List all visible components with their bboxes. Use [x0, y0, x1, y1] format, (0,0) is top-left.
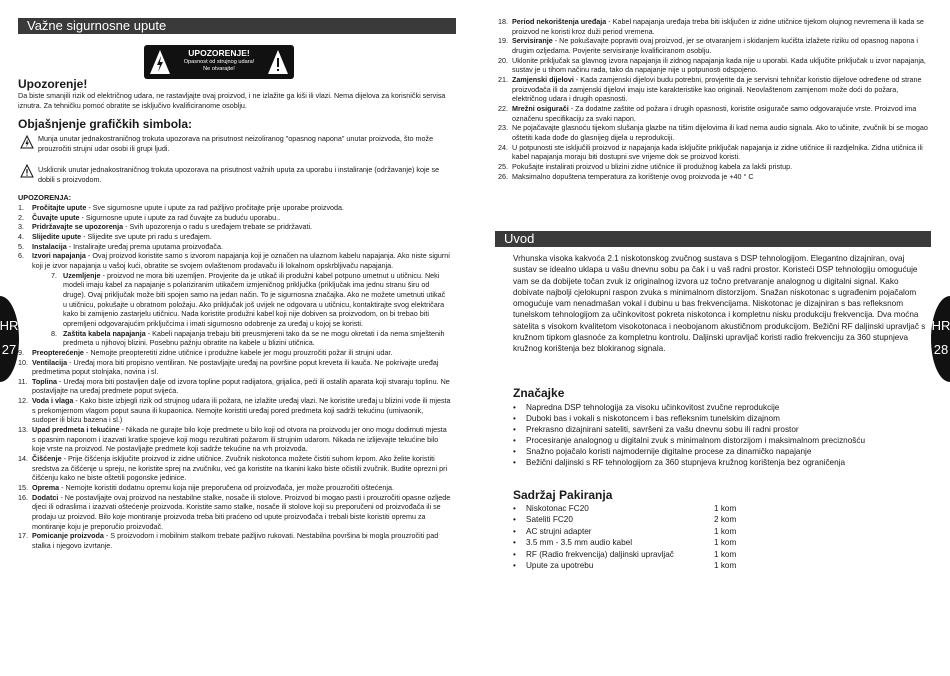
list-item-number: 22.	[498, 103, 508, 113]
list-item-number: 24.	[498, 142, 508, 152]
list-item-number: 11.	[18, 376, 28, 386]
list-item-number: 21.	[498, 74, 508, 84]
bullet: •	[513, 515, 516, 525]
list-item-title: Preopterećenje	[32, 347, 84, 357]
list-item-number: 5.	[18, 241, 24, 251]
list-item	[498, 75, 928, 104]
list-item-text: - Nemojte preopteretiti zidne utičnice i produžne kabele jer mogu prouzročiti požar ili strujni udar.	[83, 347, 393, 357]
list-item	[18, 425, 451, 454]
list-item	[498, 104, 928, 123]
list-item-text: - Uređaj mora biti postavljen dalje od izvora topline poput radijatora, grijalica, peći ili ostalih aparata koji stvaraju toplinu. Ne postavljajte na uređaj predmete poput svijeća.	[32, 376, 450, 396]
list-item-text: - Slijedite sve upute pri radu s uređajem.	[81, 231, 212, 241]
bullet: •	[513, 526, 516, 536]
list-item-number: 19.	[498, 36, 508, 46]
package-qty: 1 kom	[714, 538, 737, 548]
list-item-text: Maksimalno dopuštena temperatura za korištenje ovog proizvoda je +40 ° C	[512, 171, 754, 181]
list-item	[498, 172, 928, 182]
exclamation-triangle-icon	[20, 164, 34, 178]
list-item-text: - Instalirajte uređaj prema uputama proizvođača.	[66, 241, 223, 251]
list-item	[18, 271, 451, 329]
list-item	[18, 377, 451, 396]
feature-item: • Procesiranje analognog u digitalni zvuk s minimalnom distorzijom i maksimalnom preciznošću	[513, 435, 933, 446]
list-item-number: 14.	[18, 454, 28, 464]
left-safety-list	[18, 203, 451, 551]
package-item: AC strujni adapter	[526, 526, 592, 536]
list-item-text: - Nikada ne gurajte bilo koje predmete u bilo koji od otvora na proizvodu jer ono mogu dodirnuti mjesta s opasnim naponom i izazvati kratke spojeve koji mogu rezultirati požarom ili strujnim udarom. Nikada ne izlijevajte tekućine bilo koje vrste na proizvod. Ne postavljajte predmete koji sadrže tekućine na vrh proizvoda.	[32, 425, 447, 454]
package-qty: 1 kom	[714, 549, 737, 559]
package-qty: 2 kom	[714, 515, 737, 525]
package-row	[513, 537, 736, 548]
feature-item: • Bežični daljinski s RF tehnologijom za 360 stupnjeva kružnog korištenja bez ograničenja	[513, 457, 933, 468]
warning-label	[144, 45, 294, 79]
list-item	[18, 251, 451, 270]
list-item-title: Čišćenje	[32, 454, 62, 464]
symbols-title: Objašnjenje grafičkih simbola:	[18, 117, 193, 131]
list-item-number: 7.	[51, 270, 57, 280]
list-item-number: 9.	[18, 347, 24, 357]
feature-item: • Snažno pojačalo koristi najmodernije digitalne procese za dinamičko napajanje	[513, 446, 933, 457]
list-item	[18, 329, 451, 348]
left-section-header: Važne sigurnosne upute	[18, 18, 456, 34]
left-page-tab	[0, 296, 19, 382]
list-item-title: Izvori napajanja	[32, 251, 86, 261]
list-item-text: Ne pojačavajte glasnoću tijekom slušanja glazbe na tišim dijelovima ili kad nema audio signala. Ako to učinite, zvučnik bi se mogao oštetiti kada dođe do glasnijeg dijela u reprodukciji.	[512, 123, 928, 142]
list-item-text: - Nemojte koristiti dodatnu opremu koja nije preporučena od proizvođača, jer može prouzročiti oštećenja.	[59, 483, 394, 493]
features-list	[513, 402, 933, 468]
list-item-number: 15.	[18, 483, 28, 493]
list-item-text: - S proizvodom i mobilnim stalkom trebate pažljivo rukovati. Nestabilna površina bi mogla prouzročiti pad stalka i njegovo izvrtanje.	[32, 531, 439, 550]
list-item	[18, 483, 451, 493]
warning-title: UPOZORENJE!	[188, 48, 250, 58]
warnings-title: UPOZORENJA:	[18, 193, 72, 202]
list-item-text: - proizvod ne mora biti uzemljen. Provjerite da je utikač ili produžni kabel potpuno umetnut u utičnicu. Neki modeli imaju kabel za napajanje s polariziranim utikačem izmjeničnog priključka (priključak ima jednu stranu širu od druge). Ovaj priključak može biti spojen samo na jedan način. To je sigurnosna značajka. Ako ne možete umetnuti utikač u utičnicu, pokušajte u obratnom položaju. Ako priključak još uvijek ne odgovara u utičnicu, kontaktirajte svog električara kako bi zamijenio zastarjelu utičnicu. Nada koristite produžni kabel koji nije dobiven sa proizvodom, on bi trebao biti opremljeni odgovarajućim priključcima i imati sigurnosno odobrenje za uređaj u kojoj se koristi.	[63, 270, 446, 328]
list-item	[498, 36, 928, 55]
list-item-text: Uklonite priključak sa glavnog izvora napajanja ili zidnog napajanja kada nije u uporabi. Kada uključite priključak u izvor napajanja, sustav je u tihom načinu rada, tako da napajanje nije u potpunosti odspojeno.	[512, 55, 926, 75]
list-item-number: 8.	[51, 328, 57, 338]
package-qty: 1 kom	[714, 526, 737, 536]
list-item-text: - Prije čišćenja isključite proizvod iz zidne utičnice. Zvučnik niskotonca možete čistiti suhom krpom. Ako želite koristiti sredstva za čišćenje u spreju, ne koristite sprej na zvučniku, već ga koristite na tkanini kako biste očistili zvučnik. Budite oprezni pri čišćenju kako ne biste oštetili pogonske jedinice.	[32, 454, 448, 483]
list-item-text: - Kako biste izbjegli rizik od strujnog udara ili požara, ne izlažite uređaj vlazi. Ne koristite uređaj u blizini vode ili mjesta s prekomjernom vlagom poput sauna ili kupaonica. Nemojte koristiti uređaj pored predmeta koji sadrži tekućinu (umivaonik, sudoper ili blizu bazena i sl.)	[32, 396, 451, 425]
list-item-title: Pročitajte upute	[32, 203, 87, 212]
package-qty: 1 kom	[714, 504, 737, 513]
package-row	[513, 560, 736, 571]
list-item-number: 23.	[498, 123, 508, 133]
list-item	[18, 531, 451, 550]
list-item-text: - Kabeli napajanja trebaju biti preusmjereni tako da se ne mogu okretati i da nema smještenih predmeta u njihovoj blizini. Posebnu pažnju obratite na kabele u blizini utičnica.	[63, 328, 445, 348]
right-page-number: 28	[933, 342, 949, 357]
bullet: •	[513, 561, 516, 571]
list-item-title: Dodatci	[32, 492, 59, 502]
package-item: Upute za upotrebu	[526, 561, 594, 571]
list-item-title: Upad predmeta i tekućine	[32, 425, 120, 435]
list-item-number: 4.	[18, 231, 24, 241]
list-item-title: Ventilacija	[32, 357, 68, 367]
symbol1-text: Munja unutar jednakostraničnog trokuta upozorava na prisutnost neizoliranog "opasnog napona" unutar proizvoda, što može prouzročiti strujni udar osobi ili grupi ljudi.	[38, 134, 434, 153]
list-item	[18, 493, 451, 532]
caution-title: Upozorenje!	[18, 77, 88, 91]
package-row	[513, 503, 736, 514]
list-item-number: 25.	[498, 161, 508, 171]
warning-line2: Ne otvarajte!	[203, 66, 235, 72]
package-item: Niskotonac FC20	[526, 504, 589, 513]
list-item-text: - Uređaj mora biti propisno ventiliran. Ne postavljajte uređaj na površine poput kreveta ili kauča. Ne pokrivajte uređaj predmetima poput stolnjaka, novina i sl.	[32, 357, 439, 377]
package-title: Sadržaj Pakiranja	[513, 488, 613, 502]
package-row	[513, 549, 736, 560]
list-item-text: Pokušajte instalirati proizvod u blizini zidne utičnice ili produžnog kabela za lakši pristup.	[512, 161, 793, 171]
list-item	[18, 203, 451, 213]
features-title: Značajke	[513, 386, 565, 400]
package-item: 3.5 mm - 3.5 mm audio kabel	[526, 538, 633, 548]
list-item-title: Period nekorištenja uređaja	[512, 17, 607, 26]
list-item-number: 10.	[18, 357, 28, 367]
list-item-number: 3.	[18, 222, 24, 232]
feature-item: • Duboki bas i vokali s niskotoncem i bas refleksnim tunelskim dizajnom	[513, 413, 933, 424]
right-lang: HR	[931, 318, 950, 333]
uvod-header: Uvod	[495, 231, 931, 247]
uvod-text: Vrhunska visoka kakvoća 2.1 niskotonskog zvučnog sustava s DSP tehnologijom. Elegantno dizajniran, ovaj sustav se idealno uklapa u vašu dnevnu sobu pa čak i u vaš radni prostor. Koristeći DSP tehnologiju omogućuje vam se da dobijete točan zvuk iz originalnog izvora uz točno pretvaranje analognog u digitalni signal. Kako dobivate najbolji cjelokupni raspon zvuka s minimalnom distorzijom. Snažan niskotonac s ugrađenim pojačalom omogućuje vam nenadmašan vokal i dubinu u bas frekvencijama. Niskotonac je dizajniran s bas refleksnom tunelskom tehnologijom za učinkovitost pokreta niskotonca i kompletnu nisku produkciju frekvencija. Dva moćna satelita s visokom kvalitetom visokotonaca i neobojanom akustičnom produkcijom. Bežični RF daljinski upravljač s kružnom tipkom glasnoće za kompletnu kontrolu. Daljinski upravljač koristi radio frekvenciju za 360 stupnjeva kružnog korištenja bez blokiranog signala.	[513, 254, 926, 354]
package-item: RF (Radio frekvencija) daljinski upravljač	[526, 549, 674, 559]
list-item-text: - Kada zamjenski dijelovi budu potrebni, provjerite da je servisni tehničar koristio dijelove određene od strane proizvođača ili da zamjenski dijelovi imaju iste karakteristike kao originali. Neovlaštenom zamjenom može doći do požara, električnog udara i drugih opasnosti.	[512, 74, 922, 104]
list-item	[498, 143, 928, 162]
list-item-title: Pridržavajte se upozorenja	[32, 222, 124, 232]
bullet: •	[513, 504, 516, 513]
list-item-title: Čuvajte upute	[32, 212, 80, 222]
caution-text: Da biste smanjili rizik od električnog udara, ne rastavljajte ovaj proizvod, i ne izlažite ga kiši ili vlazi. Nema dijelova za korisnički servisa iznutra. Za tehničku pomoć obratite se isključivo kvalificiranome osoblju.	[18, 91, 446, 110]
list-item-title: Oprema	[32, 483, 60, 493]
list-item-title: Instalacija	[32, 241, 67, 251]
list-item-number: 18.	[498, 17, 508, 26]
list-item-text: - Ovaj proizvod koristite samo s izvorom napajanja koji je označen na ulaznom kabelu napajanja. Ako niste sigurni koji je izvor napajanja u vašoj kući, obratite se svojem ovlaštenom prodavaču ili lokalnom opskrbljivaču napajanja.	[32, 251, 450, 270]
lightning-icon	[149, 49, 171, 75]
package-qty: 1 kom	[714, 561, 737, 571]
list-item-text: U potpunosti ste isključili proizvod iz napajanja kada isključite priključak napajanja iz zidne utičnice ili razdjelnika. Zidna utičnica ili kabel napajanja moraju biti dostupni sve vrijeme dok se proizvod koristi.	[512, 142, 923, 162]
list-item-title: Voda i vlaga	[32, 396, 74, 406]
list-item-number: 17.	[18, 531, 28, 541]
list-item-title: Zamjenski dijelovi	[512, 74, 574, 84]
package-row	[513, 526, 736, 537]
list-item	[498, 123, 928, 142]
package-item: Sateliti FC20	[526, 515, 573, 525]
exclamation-icon	[267, 49, 289, 75]
list-item-text: - Za dodatne zaštite od požara i drugih opasnosti, koristite osigurače samo odgovarajuće vrste. Proizvod ima označenu specifikaciju za svaki napon.	[512, 103, 917, 123]
list-item-number: 13.	[18, 425, 28, 435]
list-item-text: - Sigurnosne upute i upute za rad čuvajte za buduću uporabu..	[79, 212, 281, 222]
bullet: •	[513, 538, 516, 548]
list-item	[498, 162, 928, 172]
bullet: •	[513, 549, 516, 559]
list-item-title: Toplina	[32, 376, 58, 386]
list-item	[498, 56, 928, 75]
lightning-triangle-icon	[20, 135, 34, 149]
list-item	[18, 396, 451, 425]
list-item-title: Pomicanje proizvoda	[32, 531, 104, 541]
package-row	[513, 514, 736, 525]
warning-line1: Opasnost od strujnog udara!	[183, 59, 255, 65]
list-item-number: 26.	[498, 171, 508, 181]
list-item-title: Uzemljenje	[63, 270, 101, 280]
left-lang: HR	[0, 318, 19, 333]
list-item-title: Servisiranje	[512, 36, 553, 46]
list-item	[18, 232, 451, 242]
list-item-number: 2.	[18, 212, 24, 222]
list-item-text: - Kabel napajanja uređaja treba biti isključen iz zidne utičnice tijekom olujnog nevremena ili kada se proizvod ne koristi kroz duži period vremena.	[512, 17, 924, 36]
list-item	[18, 242, 451, 252]
right-safety-list	[498, 17, 928, 181]
list-item	[18, 213, 451, 223]
list-item-title: Zaštita kabela napajanja	[63, 328, 146, 338]
list-item-number: 6.	[18, 251, 24, 261]
list-item	[18, 358, 451, 377]
list-item-number: 20.	[498, 55, 508, 65]
left-page-number: 27	[1, 342, 17, 357]
list-item	[18, 454, 451, 483]
list-item-title: Mrežni osigurači	[512, 103, 569, 113]
list-item-number: 1.	[18, 203, 24, 212]
symbol2-text: Usklicnik unutar jednakostraničnog trokuta upozorava na prisutnost važnih uputa za uporabu i instaliranje (održavanje) koje se dobili s proizvodom.	[38, 165, 440, 184]
feature-item: • Napredna DSP tehnologija za visoku učinkovitost zvučne reprodukcije	[513, 402, 933, 413]
feature-item: • Prekrasno dizajnirani sateliti, savršeni za vašu dnevnu sobu ili radni prostor	[513, 424, 933, 435]
package-table	[513, 503, 736, 571]
list-item-text: - Sve sigurnosne upute i upute za rad pažljivo pročitajte prije uporabe proizvoda.	[86, 203, 345, 212]
list-item-title: Slijedite upute	[32, 231, 82, 241]
list-item-text: - Ne pokušavajte popraviti ovaj proizvod, jer se otvaranjem i skidanjem kućišta izlažete riziku od opasnog napona i drugim ozljedama. Povjerite servisiranje kvalificiranom osoblju.	[512, 36, 918, 55]
list-item-text: - Svih upozorenja o radu s uređajem trebate se pridržavati.	[123, 222, 313, 232]
list-item	[18, 222, 451, 232]
list-item	[498, 17, 928, 36]
list-item	[18, 348, 451, 358]
list-item-number: 12.	[18, 396, 28, 406]
list-item-number: 16.	[18, 492, 28, 502]
list-item-text: - Ne postavljajte ovaj proizvod na nestabilne stalke, nosače ili stolove. Proizvod bi mogao pasti i prouzročiti opasne ozljede djeci ili odraslima i izazvati oštećenje proizvoda. Koristite samo stalke, nosače ili stolove koji su preporučeni od proizvođača ili se prodaju uz proizvod. Bilo koje montiranje proizvoda treba biti praćeno od upute proizvođača i trebali biste koristiti opremu za montiranje koju je preporučio proizvođač.	[32, 492, 451, 531]
right-page-tab	[931, 296, 950, 382]
